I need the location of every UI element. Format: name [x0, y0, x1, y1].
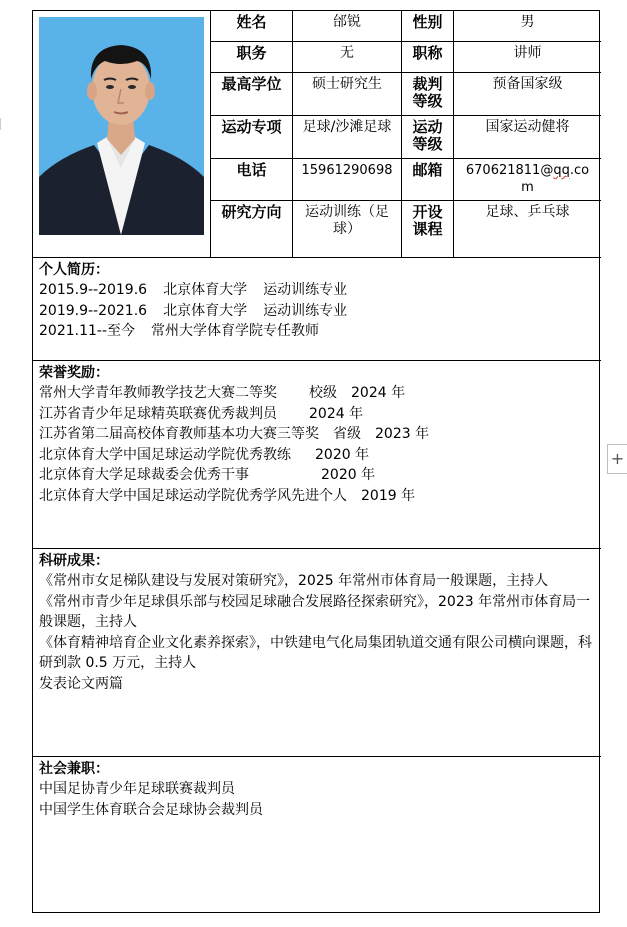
- phone-value: 15961290698: [293, 159, 402, 201]
- gender-value: 男: [454, 11, 601, 42]
- sport-value: 足球/沙滩足球: [293, 116, 402, 159]
- sport-label: 运动专项: [211, 116, 293, 159]
- portrait-image: [39, 17, 204, 235]
- course-value: 足球、乒乓球: [485, 204, 570, 220]
- email-part-domain: qq: [553, 163, 570, 178]
- bio-section: [33, 257, 601, 361]
- awards-title: 荣誉奖励：: [39, 365, 109, 381]
- title-label: 职称: [402, 42, 454, 73]
- research-section: [33, 549, 601, 757]
- email-part-user: 670621811@: [465, 163, 554, 178]
- bio-line: 2015.9--2019.6 北京体育大学 运动训练专业: [39, 282, 348, 298]
- name-label: 姓名: [211, 11, 293, 42]
- basic-info-grid: [211, 11, 601, 257]
- course-label: 开设课程: [402, 201, 454, 257]
- research-item: 发表论文两篇: [39, 675, 123, 692]
- social-item: 中国学生体育联合会足球协会裁判员: [39, 801, 263, 818]
- margin-marker: [0, 118, 5, 130]
- email-label: 邮箱: [402, 159, 454, 201]
- athlete-label: 运动等级: [402, 116, 454, 159]
- email-value: [454, 159, 601, 201]
- bio-title: 个人简历：: [39, 262, 109, 278]
- research-label: 研究方向: [211, 201, 293, 257]
- social-section: [33, 757, 601, 912]
- degree-value: 硕士研究生: [293, 73, 402, 116]
- email-part-tld: .com: [521, 163, 590, 195]
- award-line: 江苏省第二届高校体育教师基本功大赛三等奖 省级 2023 年: [39, 426, 430, 442]
- bio-line: 2021.11--至今 常州大学体育学院专任教师: [39, 323, 319, 339]
- position-value: 无: [293, 42, 402, 73]
- research-item: 《常州市青少年足球俱乐部与校园足球融合发展路径探索研究》，2023 年常州市体育局一般课题，主持人: [39, 593, 591, 630]
- referee-label: 裁判等级: [402, 73, 454, 116]
- position-label: 职务: [211, 42, 293, 73]
- phone-label: 电话: [211, 159, 293, 201]
- add-icon[interactable]: +: [607, 444, 627, 474]
- photo-cell: [33, 11, 211, 257]
- degree-label: 最高学位: [211, 73, 293, 116]
- social-title: 社会兼职：: [39, 761, 109, 777]
- bio-line: 2019.9--2021.6 北京体育大学 运动训练专业: [39, 302, 348, 319]
- award-line: 江苏省青少年足球精英联赛优秀裁判员 2024 年: [39, 405, 364, 422]
- resume-table: [32, 10, 600, 913]
- awards-section: [33, 361, 601, 549]
- award-line: 常州大学青年教师教学技艺大赛二等奖 校级 2024 年: [39, 385, 406, 401]
- gender-label: 性别: [402, 11, 454, 42]
- award-line: 北京体育大学中国足球运动学院优秀学风先进个人 2019 年: [39, 487, 416, 504]
- award-line: 北京体育大学足球裁委会优秀干事 2020 年: [39, 467, 376, 483]
- referee-value: 预备国家级: [454, 73, 601, 116]
- research-value: 运动训练（足球）: [293, 201, 402, 257]
- profile-photo: [39, 17, 204, 235]
- award-line: 北京体育大学中国足球运动学院优秀教练 2020 年: [39, 446, 370, 463]
- research-title: 科研成果：: [39, 553, 109, 569]
- social-item: 中国足协青少年足球联赛裁判员: [39, 781, 235, 797]
- research-item: 《体育精神培育企业文化素养探索》，中铁建电气化局集团轨道交通有限公司横向课题，科研到款 0.5 万元，主持人: [39, 634, 592, 671]
- athlete-value: 国家运动健将: [454, 116, 601, 159]
- name-value: 邰锐: [293, 11, 402, 42]
- research-item: 《常州市女足梯队建设与发展对策研究》，2025 年常州市体育局一般课题，主持人: [39, 573, 549, 589]
- title-value: 讲师: [454, 42, 601, 73]
